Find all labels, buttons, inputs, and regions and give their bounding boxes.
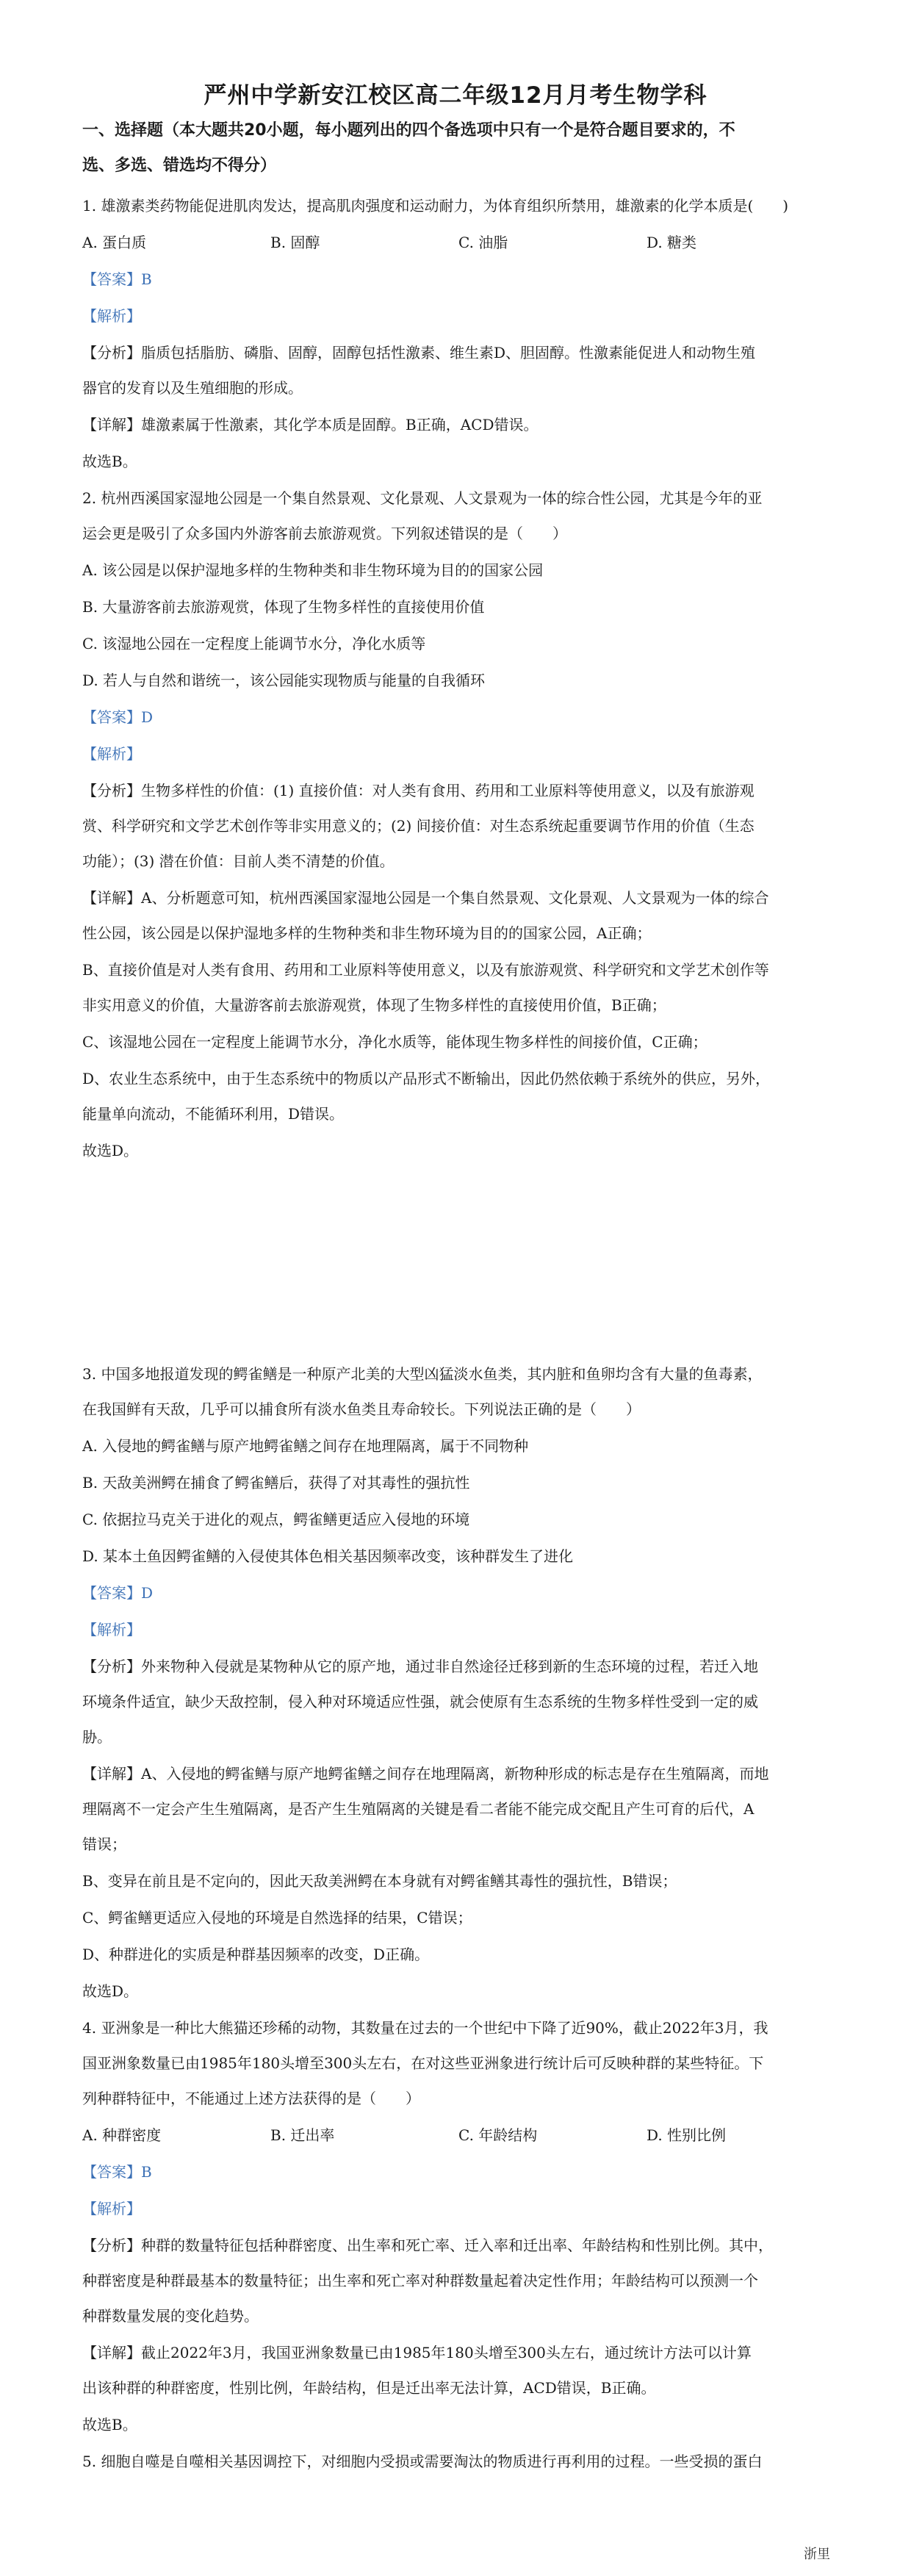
q3-stem-line: 在我国鲜有天敌，几乎可以捕食所有淡水鱼类且寿命较长。下列说法正确的是（ ）: [82, 1400, 641, 1418]
q2-stem-line: 运会更是吸引了众多国内外游客前去旅游观赏。下列叙述错误的是（ ）: [82, 525, 567, 542]
q2-stem-line: 2. 杭州西溪国家湿地公园是一个集自然景观、文化景观、人文景观为一体的综合性公园，尤其是今年的亚: [82, 489, 763, 507]
q3-detail-line: C、鳄雀鳝更适应入侵地的环境是自然选择的结果，C错误；: [82, 1909, 472, 1926]
q3-detail-line: 错误；: [82, 1835, 126, 1853]
q4-option-c: C. 年龄结构: [458, 2126, 538, 2144]
q2-detail-line: D、农业生态系统中，由于生态系统中的物质以产品形式不断输出，因此仍然依赖于系统外的供应，另外，: [82, 1070, 771, 1087]
q2-detail-line: 能量单向流动，不能循环利用，D错误。: [82, 1105, 345, 1123]
section-heading-line2: 选、多选、错选均不得分）: [82, 156, 277, 175]
q2-detail-line: 非实用意义的价值，大量游客前去旅游观赏，体现了生物多样性的直接使用价值，B正确；: [82, 996, 666, 1014]
q3-answer: 【答案】D: [82, 1584, 154, 1602]
q3-option-b: B. 天敌美洲鳄在捕食了鳄雀鳝后，获得了对其毒性的强抗性: [82, 1474, 470, 1492]
q2-answer: 【答案】D: [82, 708, 154, 726]
q4-option-b: B. 迁出率: [270, 2126, 335, 2144]
q3-detail-line: 【详解】A、入侵地的鳄雀鳝与原产地鳄雀鳝之间存在地理隔离，新物种形成的标志是存在生殖隔离，而地: [82, 1765, 769, 1782]
q4-stem-line: 国亚洲象数量已由1985年180头增至300头左右，在对这些亚洲象进行统计后可反映种群的某些特征。下: [82, 2054, 764, 2072]
q4-stem-line: 4. 亚洲象是一种比大熊猫还珍稀的动物，其数量在过去的一个世纪中下降了近90%，截止2022年3月，我: [82, 2019, 768, 2037]
q1-detail-line: 【详解】雄激素属于性激素，其化学本质是固醇。B正确，ACD错误。: [82, 416, 539, 433]
q3-analysis-line: 【分析】外来物种入侵就是某物种从它的原产地，通过非自然途径迁移到新的生态环境的过程，若迁入地: [82, 1658, 758, 1675]
q3-option-d: D. 某本土鱼因鳄雀鳝的入侵使其体色相关基因频率改变，该种群发生了进化: [82, 1547, 574, 1565]
q3-option-a: A. 入侵地的鳄雀鳝与原产地鳄雀鳝之间存在地理隔离，属于不同物种: [82, 1437, 529, 1455]
q4-analysis-line: 种群数量发展的变化趋势。: [82, 2307, 259, 2325]
q1-jiexi-label: 【解析】: [82, 307, 141, 325]
q1-answer: 【答案】B: [82, 270, 152, 288]
q1-option-d: D. 糖类: [647, 234, 697, 251]
q1-analysis-line: 器官的发育以及生殖细胞的形成。: [82, 379, 303, 397]
q2-analysis-line: 【分析】生物多样性的价值：(1) 直接价值：对人类有食用、药用和工业原料等使用意义，以及有旅游观: [82, 782, 755, 799]
q4-jiexi-label: 【解析】: [82, 2200, 141, 2217]
q2-detail-line: 【详解】A、分析题意可知，杭州西溪国家湿地公园是一个集自然景观、文化景观、人文景观为一体的综合: [82, 889, 769, 907]
section-heading-line1: 一、选择题（本大题共20小题，每小题列出的四个备选项中只有一个是符合题目要求的，不: [82, 121, 735, 140]
q3-conclusion: 故选D。: [82, 1982, 139, 2000]
q1-option-b: B. 固醇: [270, 234, 320, 251]
q3-detail-line: 理隔离不一定会产生生殖隔离，是否产生生殖隔离的关键是看二者能不能完成交配且产生可育的后代，A: [82, 1800, 755, 1818]
q3-detail-line: B、变异在前且是不定向的，因此天敌美洲鳄在本身就有对鳄雀鳝其毒性的强抗性，B错误；: [82, 1872, 677, 1890]
q2-analysis-line: 赏、科学研究和文学艺术创作等非实用意义的；(2) 间接价值：对生态系统起重要调节作用的价值（生态: [82, 817, 755, 835]
q1-option-c: C. 油脂: [458, 234, 508, 251]
q3-stem-line: 3. 中国多地报道发现的鳄雀鳝是一种原产北美的大型凶猛淡水鱼类，其内脏和鱼卵均含有大量的鱼毒素，: [82, 1365, 763, 1383]
q1-analysis-line: 【分析】脂质包括脂肪、磷脂、固醇，固醇包括性激素、维生素D、胆固醇。性激素能促进人和动物生殖: [82, 344, 756, 361]
q3-option-c: C. 依据拉马克关于进化的观点，鳄雀鳝更适应入侵地的环境: [82, 1511, 470, 1528]
q2-detail-line: B、直接价值是对人类有食用、药用和工业原料等使用意义，以及有旅游观赏、科学研究和文学艺术创作等: [82, 961, 769, 979]
q2-option-b: B. 大量游客前去旅游观赏，体现了生物多样性的直接使用价值: [82, 598, 485, 616]
q3-jiexi-label: 【解析】: [82, 1621, 141, 1638]
q4-stem-line: 列种群特征中，不能通过上述方法获得的是（ ）: [82, 2090, 420, 2107]
q4-analysis-line: 种群密度是种群最基本的数量特征；出生率和死亡率对种群数量起着决定性作用；年龄结构可以预测一个: [82, 2272, 758, 2289]
q1-conclusion: 故选B。: [82, 453, 137, 470]
q4-conclusion: 故选B。: [82, 2416, 137, 2433]
q2-conclusion: 故选D。: [82, 1142, 139, 1159]
page-title: 严州中学新安江校区高二年级12月月考生物学科: [204, 82, 707, 109]
q2-jiexi-label: 【解析】: [82, 745, 141, 763]
page-footer: 浙里: [804, 2547, 830, 2562]
q2-analysis-line: 功能）；(3) 潜在价值：目前人类不清楚的价值。: [82, 852, 395, 870]
q4-detail-line: 出该种群的种群密度，性别比例，年龄结构，但是迁出率无法计算，ACD错误，B正确。: [82, 2379, 656, 2397]
q4-analysis-line: 【分析】种群的数量特征包括种群密度、出生率和死亡率、迁入率和迁出率、年龄结构和性别比例。其中，: [82, 2237, 773, 2254]
q4-option-a: A. 种群密度: [82, 2126, 162, 2144]
q3-analysis-line: 胁。: [82, 1728, 112, 1746]
q2-detail-line: 性公园，该公园是以保护湿地多样的生物种类和非生物环境为目的的国家公园，A正确；: [82, 924, 652, 942]
q3-detail-line: D、种群进化的实质是种群基因频率的改变，D正确。: [82, 1946, 430, 1963]
q5-stem: 5. 细胞自噬是自噬相关基因调控下，对细胞内受损或需要淘汰的物质进行再利用的过程。一些受损的蛋白: [82, 2453, 763, 2470]
q2-option-c: C. 该湿地公园在一定程度上能调节水分，净化水质等: [82, 635, 426, 652]
q4-option-d: D. 性别比例: [647, 2126, 727, 2144]
q4-answer: 【答案】B: [82, 2163, 152, 2181]
q2-option-d: D. 若人与自然和谐统一，该公园能实现物质与能量的自我循环: [82, 672, 486, 689]
q4-detail-line: 【详解】截止2022年3月，我国亚洲象数量已由1985年180头增至300头左右，通过统计方法可以计算: [82, 2344, 752, 2361]
q1-stem: 1. 雄激素类药物能促进肌肉发达，提高肌肉强度和运动耐力，为体育组织所禁用，雄激素的化学本质是( ): [82, 197, 789, 215]
q1-option-a: A. 蛋白质: [82, 234, 147, 251]
q3-analysis-line: 环境条件适宜，缺少天敌控制，侵入种对环境适应性强，就会使原有生态系统的生物多样性受到一定的威: [82, 1693, 758, 1710]
q2-detail-line: C、该湿地公园在一定程度上能调节水分，净化水质等，能体现生物多样性的间接价值，C正确；: [82, 1033, 707, 1051]
q2-option-a: A. 该公园是以保护湿地多样的生物种类和非生物环境为目的的国家公园: [82, 561, 544, 579]
